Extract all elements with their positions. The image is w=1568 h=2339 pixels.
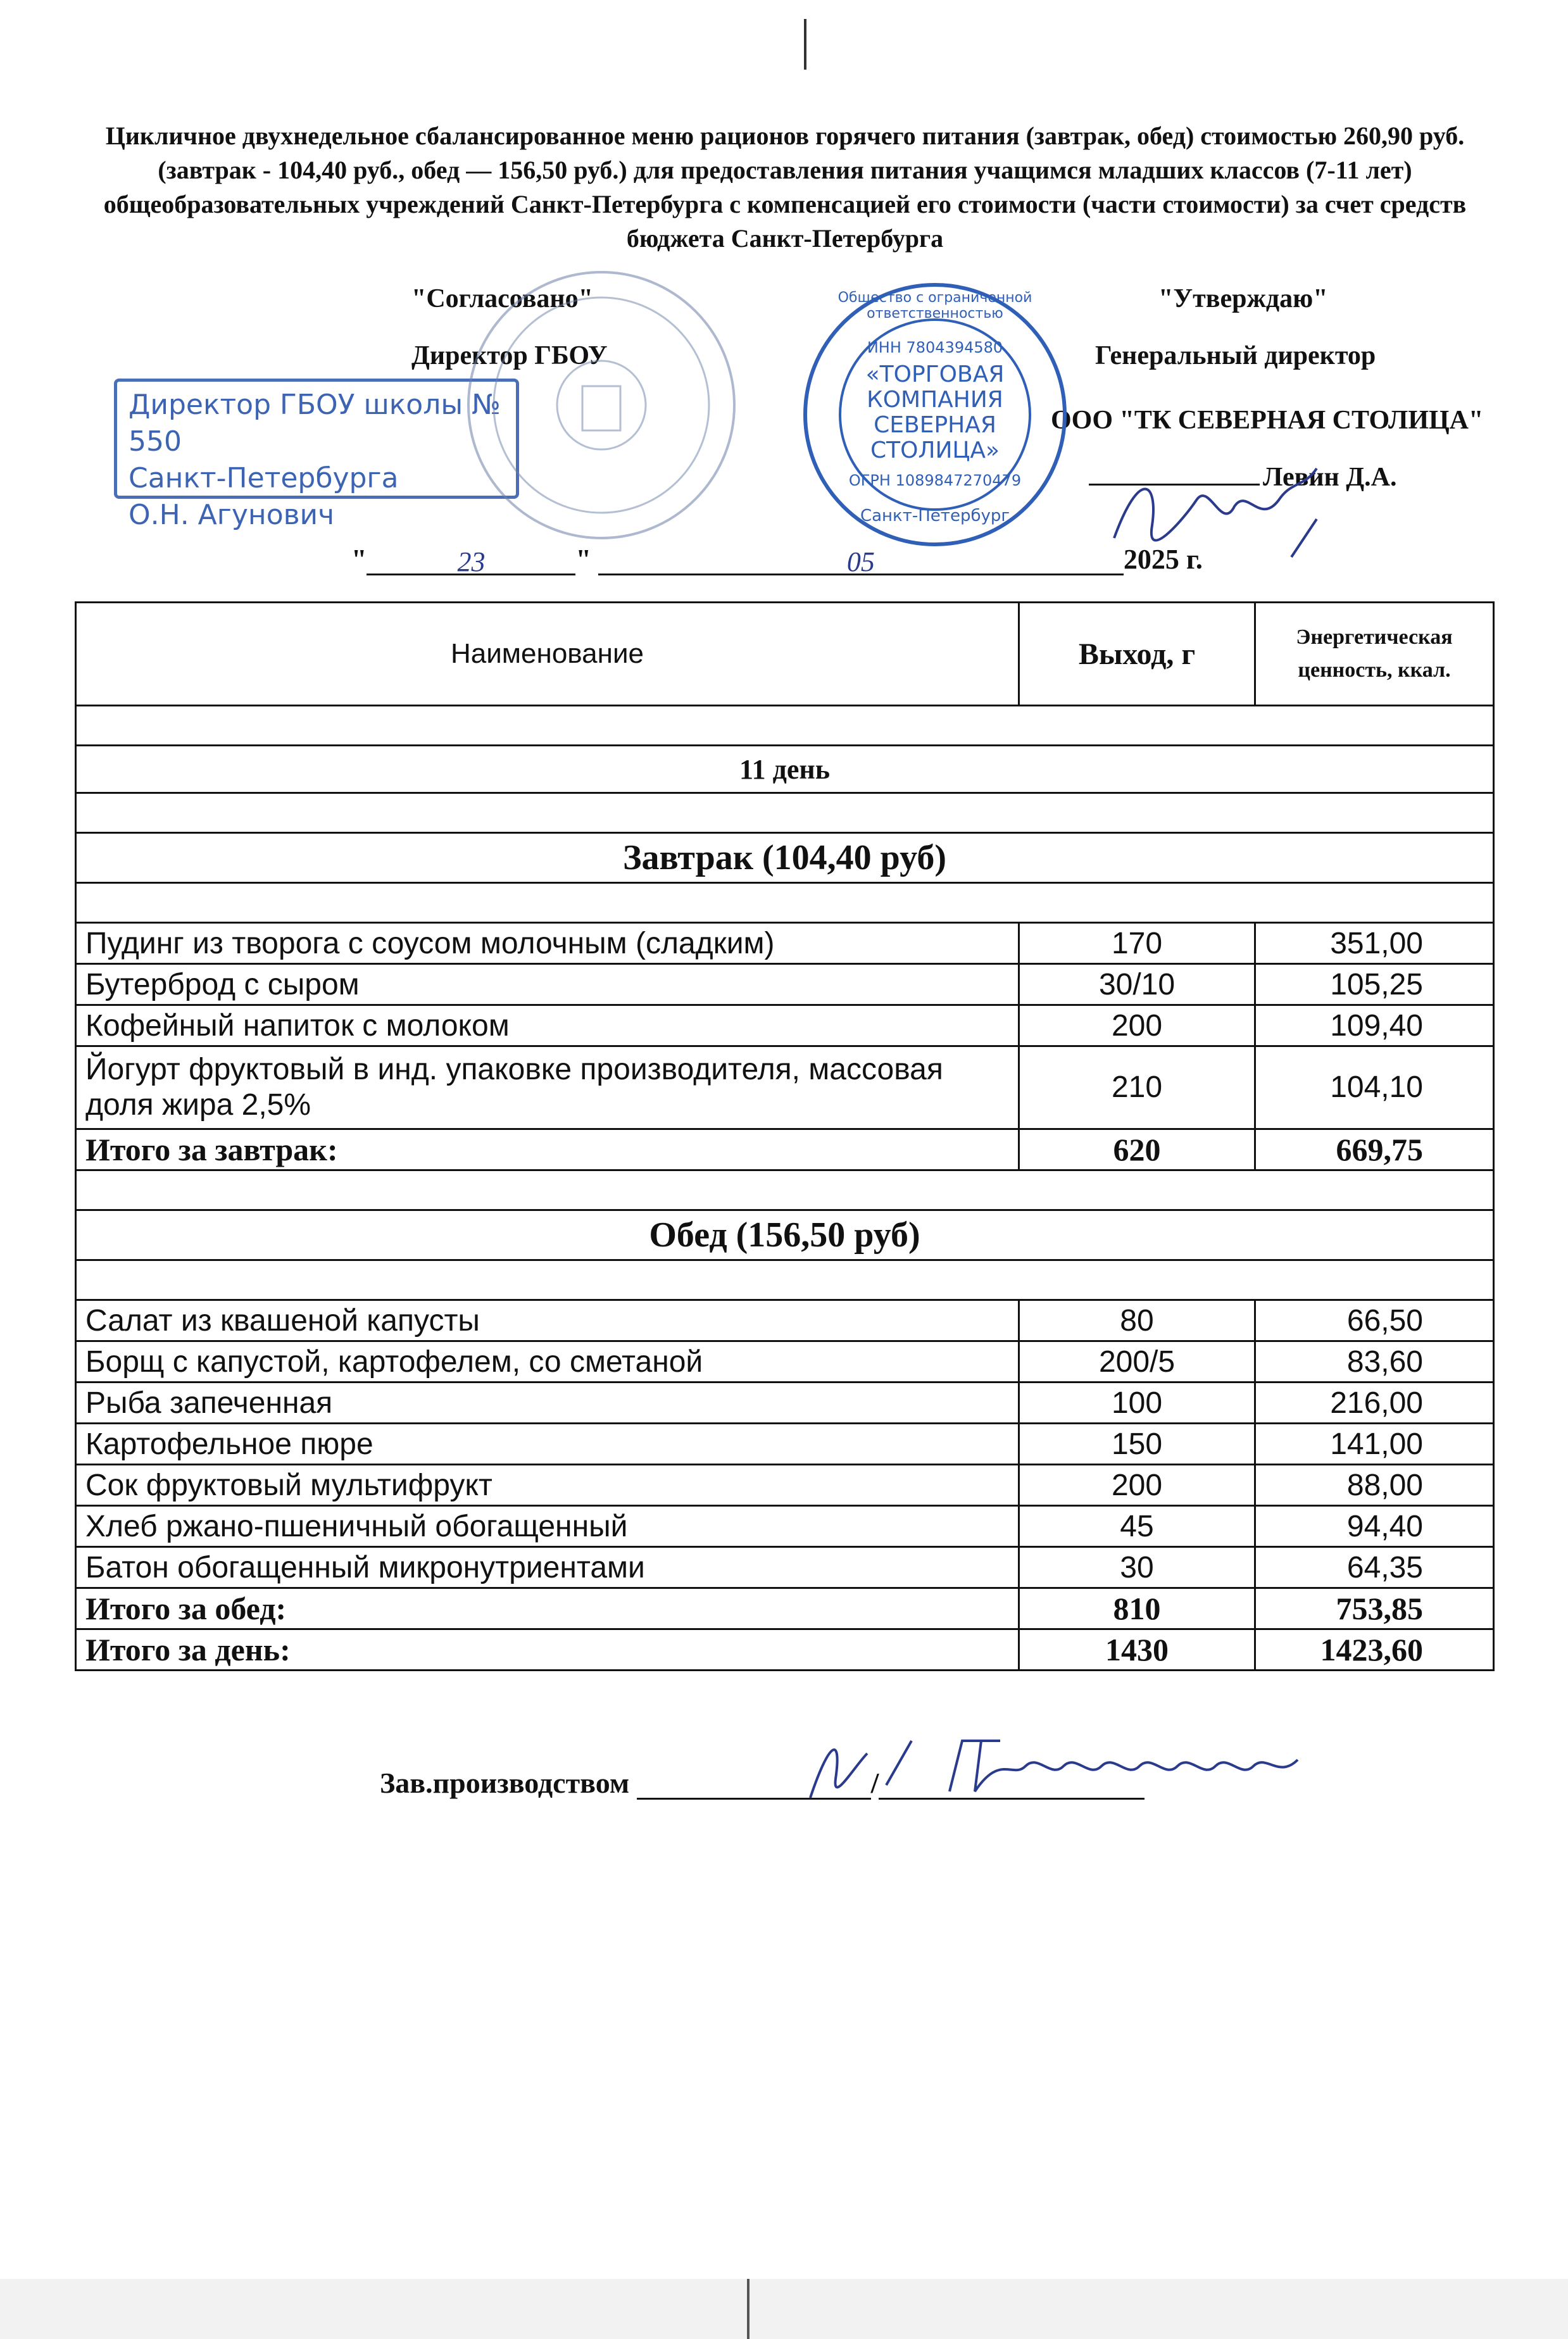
scan-mark-top [804, 19, 806, 70]
table-row [76, 1383, 1494, 1424]
stamp-city: Санкт-Петербург [860, 506, 1010, 525]
date-line [351, 543, 1203, 575]
item-output: 100 [1019, 1383, 1255, 1424]
table-row [76, 1465, 1494, 1506]
item-name: Йогурт фруктовый в инд. упаковке производителя, массовая доля жира 2,5% [76, 1046, 1019, 1129]
total-energy: 669,75 [1255, 1129, 1494, 1170]
date-month: 05 [598, 546, 1124, 575]
table-row [76, 923, 1494, 964]
item-output: 200/5 [1019, 1341, 1255, 1383]
table-row [76, 1547, 1494, 1588]
item-output: 80 [1019, 1300, 1255, 1341]
date-quote-close: " [575, 544, 591, 575]
table-header-row [76, 603, 1494, 706]
item-energy: 351,00 [1255, 923, 1494, 964]
document-title: Цикличное двухнедельное сбалансированное меню рационов горячего питания (завтрак, обед) стоимостью 260,90 руб. (завтрак - 104,40 руб., обед — 156,50 руб.) для предоставления питания учащимся младших классов (7-11 лет) общеобразовательных учреждений Санкт-Петербурга с компенсацией его стоимости (части стоимости) за счет средств бюджета Санкт-Петербурга [103, 122, 1467, 253]
item-energy: 64,35 [1255, 1547, 1494, 1588]
item-energy: 66,50 [1255, 1300, 1494, 1341]
total-output: 620 [1019, 1129, 1255, 1170]
approve-position: Генеральный директор [1095, 341, 1376, 370]
item-output: 30/10 [1019, 964, 1255, 1005]
item-output: 170 [1019, 923, 1255, 964]
item-energy: 83,60 [1255, 1341, 1494, 1383]
item-name: Борщ с капустой, картофелем, со сметаной [76, 1341, 1019, 1383]
item-name: Сок фруктовый мультифрукт [76, 1465, 1019, 1506]
signature-slash: / [870, 1767, 879, 1799]
item-energy: 94,40 [1255, 1506, 1494, 1547]
table-row [76, 1046, 1494, 1129]
breakfast-total-row [76, 1129, 1494, 1170]
item-output: 200 [1019, 1465, 1255, 1506]
table-row [76, 964, 1494, 1005]
item-name: Салат из квашеной капусты [76, 1300, 1019, 1341]
agreed-position: Директор ГБОУ [411, 341, 608, 370]
item-output: 150 [1019, 1424, 1255, 1465]
table-row [76, 1424, 1494, 1465]
lunch-total-row [76, 1588, 1494, 1629]
stamp-ring-text: Общество с ограниченной ответственностью [837, 290, 1032, 322]
scan-bottom-band [0, 2279, 1568, 2339]
spacer-row [76, 706, 1494, 746]
date-year: 2025 г. [1123, 544, 1203, 575]
spacer-row [76, 1170, 1494, 1210]
menu-table [75, 601, 1495, 1671]
approve-label: "Утверждаю" [1158, 284, 1328, 313]
header-name: Наименование [76, 603, 1019, 706]
table-row [76, 1506, 1494, 1547]
spacer-row [76, 1260, 1494, 1300]
item-energy: 109,40 [1255, 1005, 1494, 1046]
total-label: Итого за день: [76, 1629, 1019, 1671]
item-name: Пудинг из творога с соусом молочным (сладким) [76, 923, 1019, 964]
stamp-center-1: «ТОРГОВАЯ [865, 361, 1005, 387]
production-manager-label: Зав.производством [380, 1767, 630, 1799]
item-name: Батон обогащенный микронутриентами [76, 1547, 1019, 1588]
item-energy: 104,10 [1255, 1046, 1494, 1129]
header-output: Выход, г [1019, 603, 1255, 706]
item-name: Хлеб ржано-пшеничный обогащенный [76, 1506, 1019, 1547]
day-label: 11 день [76, 746, 1494, 793]
item-energy: 141,00 [1255, 1424, 1494, 1465]
agreed-label: "Согласовано" [411, 284, 593, 313]
day-total-row [76, 1629, 1494, 1671]
item-name: Кофейный напиток с молоком [76, 1005, 1019, 1046]
company-name: ООО "ТК СЕВЕРНАЯ СТОЛИЦА" [1051, 406, 1484, 435]
total-label: Итого за обед: [76, 1588, 1019, 1629]
table-row [76, 1341, 1494, 1383]
spacer-row [76, 883, 1494, 923]
spacer-row [76, 793, 1494, 833]
item-name: Рыба запеченная [76, 1383, 1019, 1424]
item-energy: 88,00 [1255, 1465, 1494, 1506]
total-output: 1430 [1019, 1629, 1255, 1671]
item-name: Бутерброд с сыром [76, 964, 1019, 1005]
date-day: 23 [367, 546, 575, 575]
total-energy: 1423,60 [1255, 1629, 1494, 1671]
lunch-section-row [76, 1210, 1494, 1260]
company-stamp [799, 279, 1071, 551]
total-energy: 753,85 [1255, 1588, 1494, 1629]
item-energy: 216,00 [1255, 1383, 1494, 1424]
date-quote-open: " [351, 544, 367, 575]
stamp-ogrn: ОГРН 1089847270479 [848, 472, 1022, 489]
total-output: 810 [1019, 1588, 1255, 1629]
manager-signature-icon [772, 1728, 1329, 1810]
item-name: Картофельное пюре [76, 1424, 1019, 1465]
table-row [76, 1300, 1494, 1341]
table-row [76, 1005, 1494, 1046]
breakfast-title: Завтрак (104,40 руб) [76, 833, 1494, 883]
total-label: Итого за завтрак: [76, 1129, 1019, 1170]
item-output: 45 [1019, 1506, 1255, 1547]
school-seal-icon [456, 260, 747, 551]
breakfast-section-row [76, 833, 1494, 883]
item-output: 200 [1019, 1005, 1255, 1046]
stamp-line-2: Санкт-Петербурга [129, 462, 399, 494]
director-name: Левин Д.А. [1263, 463, 1397, 492]
item-energy: 105,25 [1255, 964, 1494, 1005]
stamp-inn: ИНН 7804394580 [867, 339, 1003, 356]
lunch-title: Обед (156,50 руб) [76, 1210, 1494, 1260]
stamp-center-4: СТОЛИЦА» [870, 437, 1000, 463]
stamp-line-1: Директор ГБОУ школы № 550 [129, 389, 501, 458]
scan-mark-bottom [747, 2279, 750, 2339]
stamp-center-3: СЕВЕРНАЯ [874, 412, 996, 438]
stamp-center-2: КОМПАНИЯ [867, 387, 1003, 413]
stamp-line-3: О.Н. Агунович [129, 499, 335, 531]
header-energy: Энергетическая ценность, ккал. [1255, 603, 1494, 706]
day-row [76, 746, 1494, 793]
item-output: 30 [1019, 1547, 1255, 1588]
item-output: 210 [1019, 1046, 1255, 1129]
